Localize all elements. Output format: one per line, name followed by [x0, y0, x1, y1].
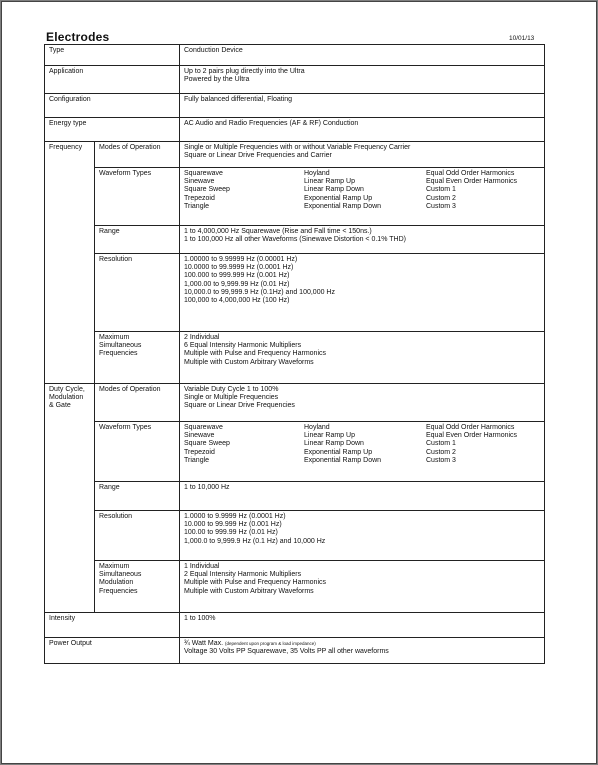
label-line: Frequencies [99, 350, 138, 358]
row-duty-maximum [45, 561, 545, 613]
value-line: 1.00000 to 9.99999 Hz (0.00001 Hz) [184, 256, 298, 263]
sub-label [95, 332, 180, 384]
waveform-item: Exponential Ramp Up [304, 448, 373, 456]
row-label: Power Output [45, 638, 180, 664]
value-line: 10.000 to 99.999 Hz (0.001 Hz) [184, 521, 282, 529]
value-line: 2 Equal Intensity Harmonic Multipliers [184, 571, 302, 579]
label-line: Frequencies [99, 587, 138, 595]
label-line: Maximum [99, 563, 130, 570]
row-value: 1 to 10,000 Hz [180, 482, 545, 511]
label-line: Simultaneous [99, 571, 142, 579]
waveform-item: Equal Odd Order Harmonics [426, 424, 515, 431]
row-value: Conduction Device [180, 45, 545, 66]
waveform-item: Linear Ramp Down [304, 186, 364, 194]
sub-label: Modes of Operation [95, 384, 180, 422]
label-line: Modulation [49, 394, 84, 402]
value-line: Up to 2 pairs plug directly into the Ultra [184, 68, 305, 75]
waveform-item: Exponential Ramp Down [304, 202, 382, 210]
row-application [45, 66, 545, 94]
value-line: 2 Individual [184, 334, 220, 341]
value-line: 1,000.00 to 9,999.99 Hz (0.01 Hz) [184, 280, 290, 288]
value-line: Single or Multiple Frequencies [184, 394, 279, 402]
waveform-item: Linear Ramp Down [304, 440, 364, 448]
row-value [180, 638, 545, 664]
row-duty-resolution [45, 511, 545, 561]
power-note: (dependent upon program & load impedance) [224, 641, 316, 646]
waveform-item: Trepezoid [184, 448, 215, 456]
row-value [180, 142, 545, 168]
value-line: 100,000 to 4,000,000 Hz (100 Hz) [184, 297, 290, 305]
value-line: Multiple with Custom Arbitrary Waveforms [184, 358, 314, 366]
waveform-item: Equal Even Order Harmonics [426, 432, 518, 440]
value-line: 6 Equal Intensity Harmonic Multipliers [184, 342, 302, 350]
value-line: 1 to 100,000 Hz all other Waveforms (Sinewave Distortion < 0.1% THD) [184, 236, 406, 244]
row-frequency-resolution [45, 254, 545, 332]
sub-label: Resolution [95, 511, 180, 561]
value-line: 1.0000 to 9.9999 Hz (0.0001 Hz) [184, 513, 286, 520]
sub-label: Range [95, 482, 180, 511]
sub-label: Range [95, 226, 180, 254]
row-intensity [45, 613, 545, 638]
waveform-item: Triangle [184, 202, 210, 210]
label-line: Maximum [99, 334, 130, 341]
waveform-item: Exponential Ramp Up [304, 194, 373, 202]
waveform-grid [184, 170, 540, 211]
waveform-item: Custom 2 [426, 448, 456, 456]
row-frequency-waveforms [45, 168, 545, 226]
sub-label [95, 561, 180, 613]
value-line: Multiple with Pulse and Frequency Harmonics [184, 350, 327, 358]
value-line: Square or Linear Drive Frequencies [184, 402, 295, 410]
row-configuration [45, 94, 545, 118]
row-label: Configuration [45, 94, 180, 118]
value-line: 10,000.0 to 99,999.9 Hz (0.1Hz) and 100,000 Hz [184, 288, 335, 296]
value-line: 1,000.0 to 9,999.9 Hz (0.1 Hz) and 10,000 Hz [184, 537, 326, 545]
waveform-item: Linear Ramp Up [304, 432, 355, 440]
waveform-item: Squarewave [184, 424, 223, 431]
sub-label: Waveform Types [95, 168, 180, 226]
waveform-item: Custom 2 [426, 194, 456, 202]
waveform-grid [184, 424, 540, 465]
group-label-frequency: Frequency [45, 142, 95, 384]
row-label: Intensity [45, 613, 180, 638]
row-label: Type [45, 45, 180, 66]
waveform-item: Square Sweep [184, 440, 230, 448]
waveform-item: Sinewave [184, 178, 215, 186]
document-page [2, 2, 596, 763]
waveform-item: Equal Odd Order Harmonics [426, 170, 515, 177]
document-date: 10/01/13 [509, 35, 535, 42]
value-line: 1 to 4,000,000 Hz Squarewave (Rise and Fall time < 150ns.) [184, 228, 372, 235]
row-value [180, 168, 545, 226]
row-value [180, 66, 545, 94]
sub-label: Modes of Operation [95, 142, 180, 168]
waveform-item: Linear Ramp Up [304, 178, 355, 186]
label-line: Simultaneous [99, 342, 142, 350]
waveform-item: Sinewave [184, 432, 215, 440]
value-line: Single or Multiple Frequencies with or without Variable Frequency Carrier [184, 144, 411, 151]
power-max: ¾ Watt Max. [184, 640, 224, 647]
waveform-item: Custom 3 [426, 202, 456, 210]
label-line: Modulation [99, 579, 134, 587]
row-label: Application [45, 66, 180, 94]
value-line: 1 Individual [184, 563, 220, 570]
sub-label: Waveform Types [95, 422, 180, 482]
label-line: Duty Cycle, [49, 386, 85, 393]
value-line: Voltage 30 Volts PP Squarewave, 35 Volts PP all other waveforms [184, 648, 389, 656]
row-energy-type [45, 118, 545, 142]
value-line: Multiple with Custom Arbitrary Waveforms [184, 587, 314, 595]
row-duty-range [45, 482, 545, 511]
waveform-item: Equal Even Order Harmonics [426, 178, 518, 186]
row-value [180, 511, 545, 561]
sub-label: Resolution [95, 254, 180, 332]
row-power-output [45, 638, 545, 664]
row-value [180, 384, 545, 422]
value-line [184, 640, 540, 648]
waveform-item: Trepezoid [184, 194, 215, 202]
value-line: Variable Duty Cycle 1 to 100% [184, 386, 279, 393]
row-value [180, 332, 545, 384]
value-line: 100.00 to 999.99 Hz (0.01 Hz) [184, 529, 278, 537]
row-value: 1 to 100% [180, 613, 545, 638]
row-value [180, 226, 545, 254]
value-line: 100.000 to 999.999 Hz (0.001 Hz) [184, 272, 290, 280]
row-value: Fully balanced differential, Floating [180, 94, 545, 118]
page-title: Electrodes [46, 30, 110, 44]
value-line: Square or Linear Drive Frequencies and Carrier [184, 152, 332, 160]
waveform-item: Custom 1 [426, 440, 456, 448]
row-value [180, 561, 545, 613]
value-line: 10.0000 to 99.9999 Hz (0.0001 Hz) [184, 264, 294, 272]
row-duty-waveforms [45, 422, 545, 482]
group-label-duty [45, 384, 95, 613]
waveform-item: Triangle [184, 456, 210, 464]
row-type [45, 45, 545, 66]
row-value: AC Audio and Radio Frequencies (AF & RF) Conduction [180, 118, 545, 142]
waveform-item: Custom 1 [426, 186, 456, 194]
waveform-item: Hoyland [304, 170, 330, 177]
spec-table [44, 44, 545, 664]
row-frequency-maximum [45, 332, 545, 384]
row-frequency-modes [45, 142, 545, 168]
label-line: & Gate [49, 402, 71, 410]
row-frequency-range [45, 226, 545, 254]
value-line: Multiple with Pulse and Frequency Harmonics [184, 579, 327, 587]
row-duty-modes [45, 384, 545, 422]
waveform-item: Exponential Ramp Down [304, 456, 382, 464]
row-value [180, 254, 545, 332]
waveform-item: Hoyland [304, 424, 330, 431]
waveform-item: Squarewave [184, 170, 223, 177]
value-line: Powered by the Ultra [184, 76, 250, 84]
row-label: Energy type [45, 118, 180, 142]
waveform-item: Custom 3 [426, 456, 456, 464]
waveform-item: Square Sweep [184, 186, 230, 194]
row-value [180, 422, 545, 482]
